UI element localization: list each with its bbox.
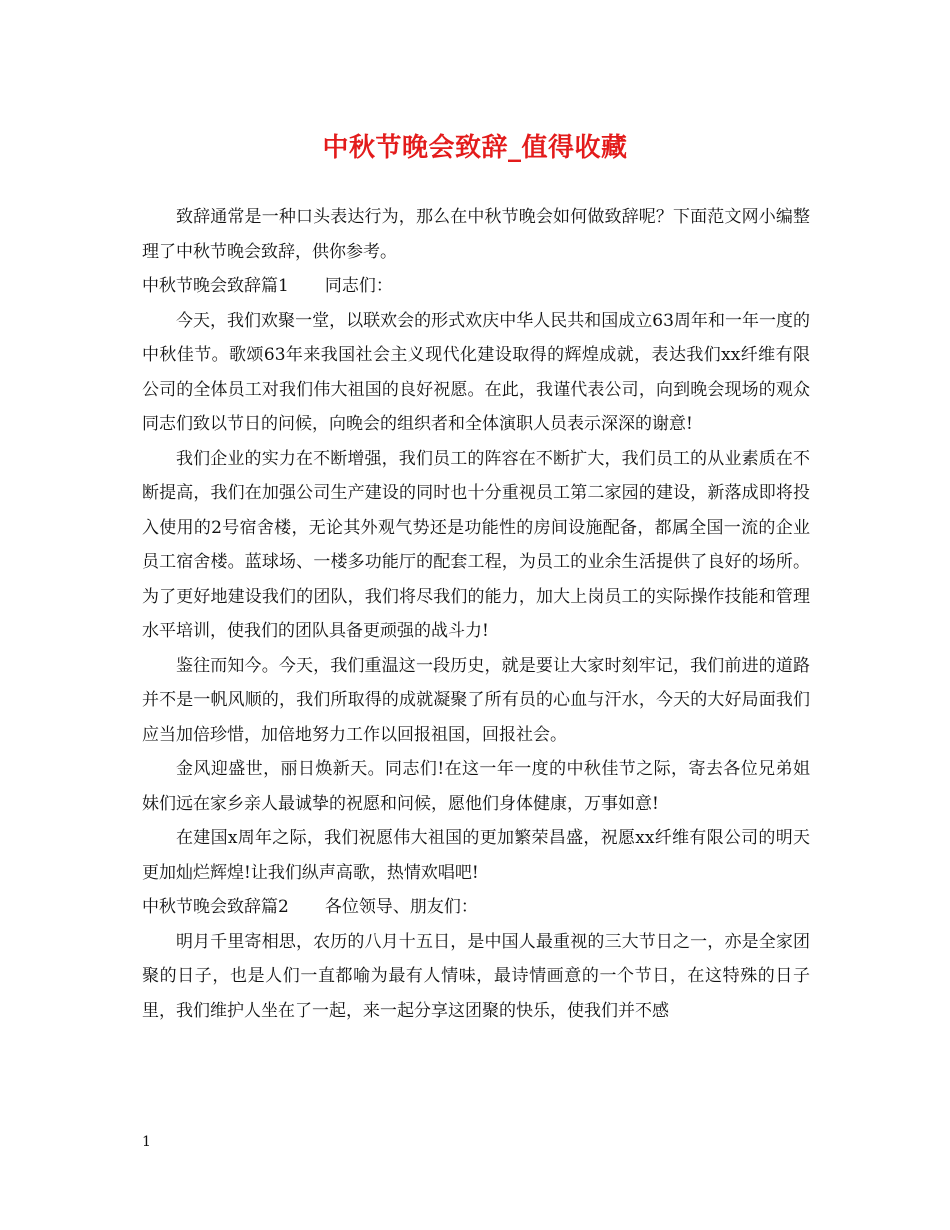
intro-paragraph: 致辞通常是一种口头表达行为，那么在中秋节晚会如何做致辞呢？下面范文网小编整理了中秋节晚会致辞，供你参考。 <box>142 207 810 262</box>
section-2-heading: 中秋节晚会致辞篇2 <box>142 897 289 917</box>
section-1-paragraph: 金风迎盛世，丽日焕新天。同志们!在这一年一度的中秋佳节之际，寄去各位兄弟姐妹们远在家乡亲人最诚挚的祝愿和问候，愿他们身体健康，万事如意! <box>142 759 810 814</box>
document-body <box>142 200 810 1028</box>
document-title: 中秋节晚会致辞_值得收藏 <box>322 133 628 163</box>
section-1-heading: 中秋节晚会致辞篇1 <box>142 276 289 296</box>
section-2-heading-line <box>142 890 810 925</box>
page-number: 1 <box>142 1134 151 1150</box>
section-2-paragraph: 明月千里寄相思，农历的八月十五日，是中国人最重视的三大节日之一，亦是全家团聚的日子，也是人们一直都喻为最有人情味，最诗情画意的一个节日，在这特殊的日子里，我们维护人坐在了一起，来一起分享这团聚的快乐，使我们并不感 <box>142 931 810 1021</box>
section-1-salutation: 同志们： <box>324 276 393 296</box>
section-1-paragraph: 我们企业的实力在不断增强，我们员工的阵容在不断扩大，我们员工的从业素质在不断提高，我们在加强公司生产建设的同时也十分重视员工第二家园的建设，新落成即将投入使用的2号宿舍楼，无论其外观气势还是功能性的房间设施配备，都属全国一流的企业员工宿舍楼。蓝球场、一楼多功能厅的配套工程，为员工的业余生活提供了良好的场所。为了更好地建设我们的团队，我们将尽我们的能力，加大上岗员工的实际操作技能和管理水平培训，使我们的团队具备更顽强的战斗力! <box>142 448 810 641</box>
section-1-paragraph: 鉴往而知今。今天，我们重温这一段历史，就是要让大家时刻牢记，我们前进的道路并不是一帆风顺的，我们所取得的成就凝聚了所有员的心血与汗水，今天的大好局面我们应当加倍珍惜，加倍地努力工作以回报祖国，回报社会。 <box>142 655 810 745</box>
section-1-paragraph: 在建国x周年之际，我们祝愿伟大祖国的更加繁荣昌盛，祝愿xx纤维有限公司的明天更加灿烂辉煌!让我们纵声高歌，热情欢唱吧! <box>142 828 810 883</box>
section-1-paragraph: 今天，我们欢聚一堂，以联欢会的形式欢庆中华人民共和国成立63周年和一年一度的中秋佳节。歌颂63年来我国社会主义现代化建设取得的辉煌成就，表达我们xx纤维有限公司的全体员工对我们伟大祖国的良好祝愿。在此，我谨代表公司，向到晚会现场的观众同志们致以节日的问候，向晚会的组织者和全体演职人员表示深深的谢意! <box>142 310 810 434</box>
section-2-salutation: 各位领导、朋友们： <box>324 897 478 917</box>
section-1-heading-line <box>142 269 810 304</box>
